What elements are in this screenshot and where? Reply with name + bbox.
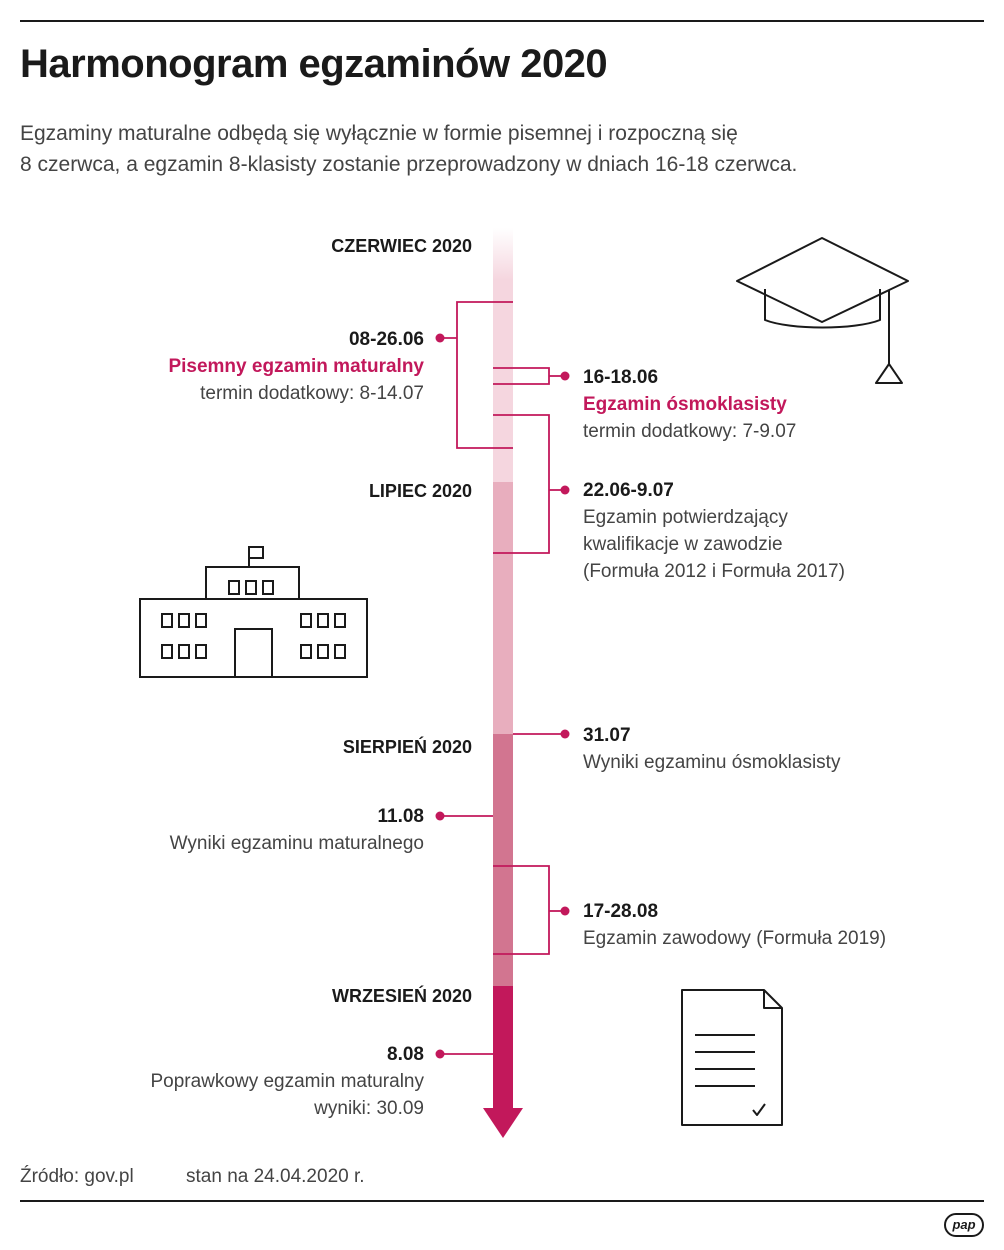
timeline-segment-june-fade [493, 228, 513, 280]
pap-logo: pap [944, 1213, 984, 1237]
month-label-september: WRZESIEŃ 2020 [331, 986, 472, 1006]
month-label-august: SIERPIEŃ 2020 [342, 737, 472, 757]
footer-status: stan na 24.04.2020 r. [186, 1166, 365, 1187]
dot-kwalifikacje [561, 486, 570, 495]
event-title: Egzamin ósmoklasisty [583, 394, 787, 415]
event-text: Poprawkowy egzamin maturalny [150, 1071, 424, 1092]
event-date: 11.08 [377, 806, 424, 827]
event-date: 22.06-9.07 [583, 480, 674, 501]
dot-poprawkowy [436, 1050, 445, 1059]
event-date: 31.07 [583, 725, 631, 746]
event-zawodowy [583, 898, 886, 952]
subtitle-line-2: 8 czerwca, a egzamin 8-klasisty zostanie przeprowadzony w dniach 16-18 czerwca. [20, 153, 798, 176]
dot-wyniki-matura [436, 812, 445, 821]
event-date: 08-26.06 [348, 329, 424, 350]
event-text: termin dodatkowy: 7-9.07 [583, 421, 797, 442]
event-text: wyniki: 30.09 [314, 1098, 424, 1119]
timeline-segment-september [493, 986, 513, 1110]
dot-matura [436, 334, 445, 343]
graduation-cap-icon [737, 238, 908, 383]
event-date: 8.08 [387, 1044, 424, 1065]
event-wyniki-osmoklasisty [583, 722, 840, 776]
dot-wyniki-osmoklasisty [561, 730, 570, 739]
event-text: termin dodatkowy: 8-14.07 [200, 383, 424, 404]
school-building-icon [140, 546, 367, 677]
bottom-rule [20, 1200, 984, 1202]
month-label-july: LIPIEC 2020 [368, 481, 472, 501]
month-label-june: CZERWIEC 2020 [331, 236, 472, 256]
event-wyniki-matura [170, 803, 424, 857]
event-title: Pisemny egzamin maturalny [168, 356, 424, 377]
timeline-bar [483, 228, 523, 1138]
subtitle-line-1: Egzaminy maturalne odbędą się wyłącznie w formie pisemnej i rozpoczną się [20, 122, 738, 145]
event-text: kwalifikacje w zawodzie [583, 534, 783, 555]
timeline-segment-july [493, 482, 513, 734]
footer-source: Źródło: gov.pl [20, 1166, 134, 1187]
timeline-arrow-head [483, 1108, 523, 1138]
page-title: Harmonogram egzaminów 2020 [20, 42, 608, 86]
event-text: (Formuła 2012 i Formuła 2017) [583, 561, 845, 582]
event-text: Wyniki egzaminu maturalnego [169, 833, 424, 854]
event-date: 17-28.08 [583, 901, 659, 922]
event-kwalifikacje [583, 477, 845, 585]
event-text: Egzamin zawodowy (Formuła 2019) [583, 928, 887, 949]
timeline-segment-june [493, 280, 513, 482]
event-matura [168, 326, 424, 407]
event-date: 16-18.06 [583, 367, 659, 388]
dot-zawodowy [561, 907, 570, 916]
event-poprawkowy [150, 1041, 424, 1122]
dot-osmoklasisty [561, 372, 570, 381]
event-osmoklasisty [583, 364, 796, 445]
timeline-segment-august [493, 734, 513, 986]
event-text: Wyniki egzaminu ósmoklasisty [583, 752, 841, 773]
event-text: Egzamin potwierdzający [583, 507, 788, 528]
document-icon [682, 990, 782, 1125]
